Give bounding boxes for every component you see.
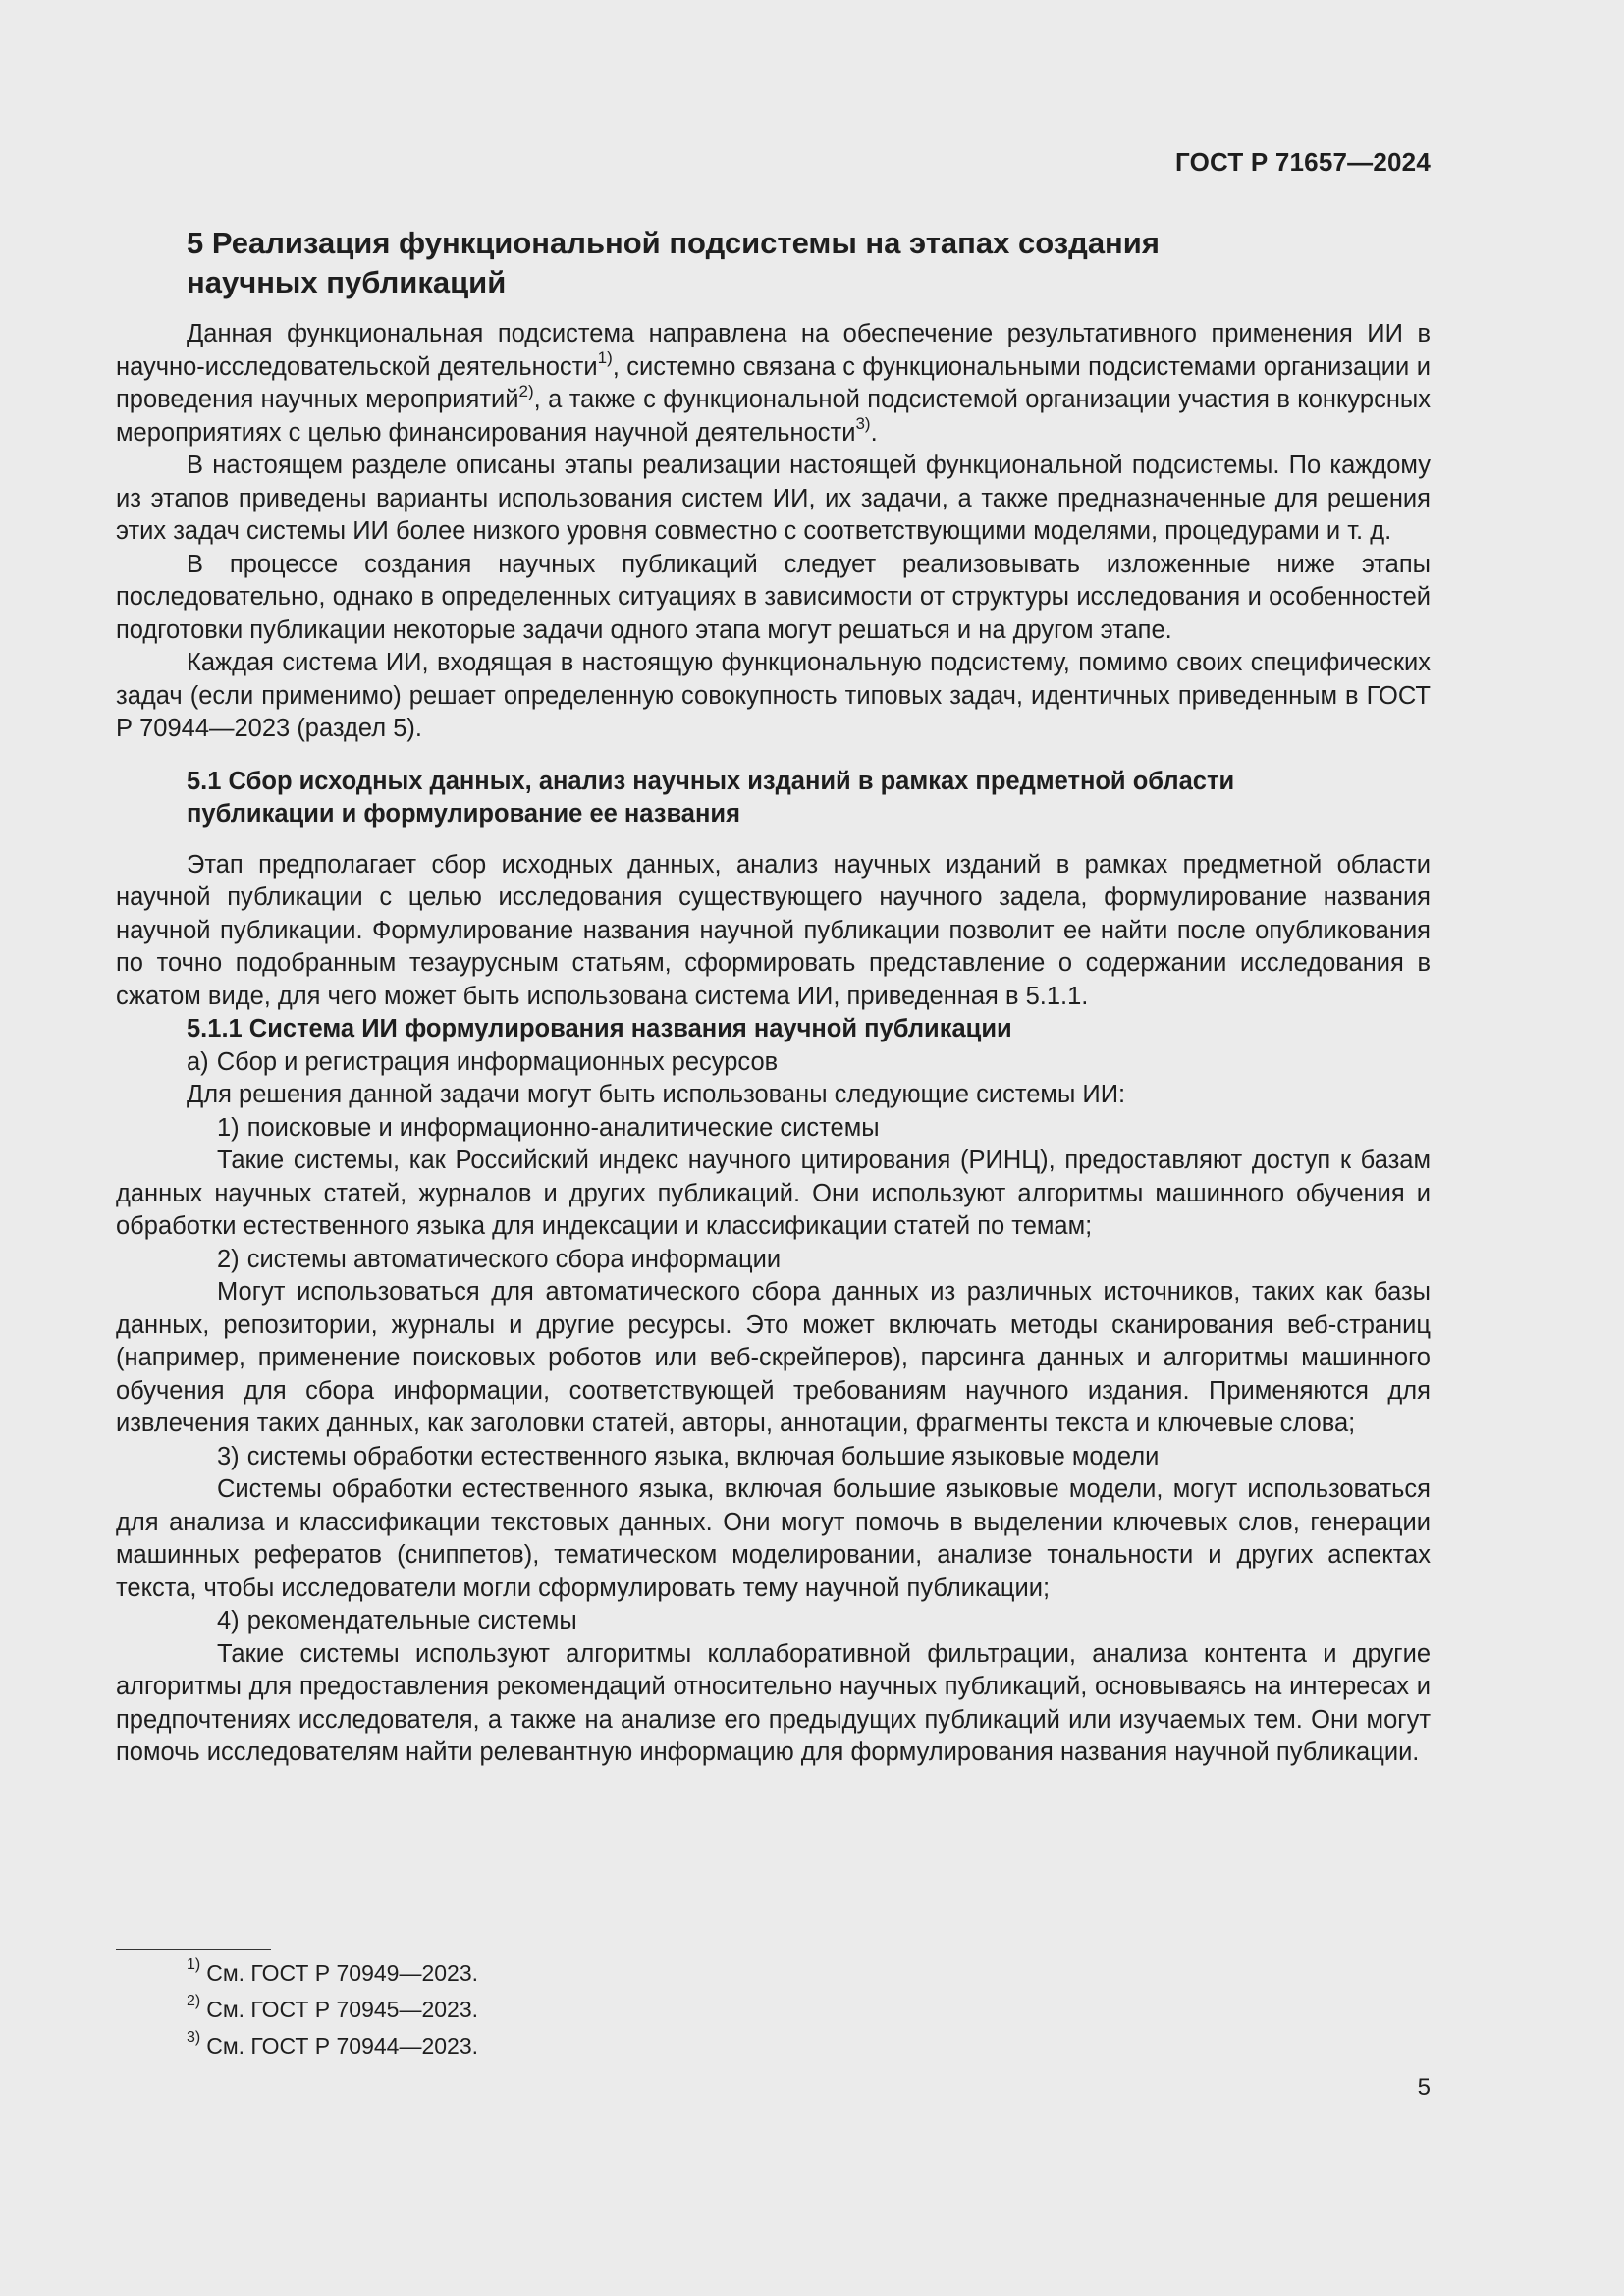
section-5-1-paragraph: Этап предполагает сбор исходных данных, анализ научных изданий в рамках предметной области научной публикации с целью исследования существующего научного задела, формулирование названия научной публикации. Формулирование названия научной публикации позволит ее найти после опубликования по точно подобранным тезаурусным статьям, сформировать представление о содержании исследования в сжатом виде, для чего может быть использована система ИИ, приведенная в 5.1.1. — [116, 850, 1431, 1010]
paragraph-text: Данная функциональная подсистема направлена на обеспечение результативного применения ИИ в научно-исследовательской деятельности — [116, 320, 1431, 381]
list-item-text: рекомендательные системы — [246, 1607, 577, 1634]
section-5-1-heading-line1: 5.1 Сбор исходных данных, анализ научных изданий в рамках предметной области — [187, 767, 1235, 795]
page-number: 5 — [1417, 2074, 1431, 2101]
list-marker: 3) — [217, 1442, 240, 1470]
list-item-3-title — [116, 1441, 1431, 1474]
footnote-ref-2[interactable]: 2) — [518, 381, 534, 400]
footnote-ref-3[interactable]: 3) — [855, 414, 871, 433]
footnote-1 — [187, 1955, 478, 1992]
document-id-header: ГОСТ Р 71657—2024 — [1175, 147, 1431, 177]
footnote-3 — [187, 2028, 478, 2064]
section-5-heading-line2: научных публикаций — [187, 265, 507, 299]
section-5-1-1-heading: 5.1.1 Система ИИ формулирования названия научной публикации — [187, 1015, 1012, 1042]
footnote-2 — [187, 1992, 478, 2028]
list-item-4-description: Такие системы используют алгоритмы коллаборативной фильтрации, анализа контента и другие алгоритмы для предоставления рекомендаций относительно научных публикаций, основываясь на интересах и предпочтениях исследователя, а также на анализе его предыдущих публикаций или изучаемых тем. Они могут помочь исследователям найти релевантную информацию для формулирования названия научной публикации. — [116, 1639, 1431, 1766]
list-marker: 1) — [217, 1113, 240, 1142]
footnote-mark: 3) — [187, 2029, 201, 2047]
list-item-text: системы обработки естественного языка, включая большие языковые модели — [246, 1442, 1160, 1470]
footnote-separator — [116, 1949, 271, 1950]
list-item-2-title — [116, 1244, 1431, 1277]
section-5-paragraph-2: В настоящем разделе описаны этапы реализации настоящей функциональной подсистемы. По каждому из этапов приведены варианты использования систем ИИ, их задачи, а также предназначенные для решения этих задач системы ИИ более низкого уровня совместно с соответствующими моделями, процедурами и т. д. — [116, 452, 1431, 545]
list-item-3-description: Системы обработки естественного языка, включая большие языковые модели, могут использоваться для анализа и классификации текстовых данных. Они могут помочь в выделении ключевых слов, генерации машинных рефератов (сниппетов), тематическом моделировании, анализе тональности и других аспектах текста, чтобы исследователи могли сформулировать тему научной публикации; — [116, 1475, 1431, 1602]
footnote-text: См. ГОСТ Р 70949—2023. — [206, 1960, 479, 1986]
section-5-1-heading — [116, 766, 1431, 831]
list-item-1-description: Такие системы, как Российский индекс научного цитирования (РИНЦ), предоставляют доступ к базам данных научных статей, журналов и других публикаций. Они используют алгоритмы машинного обучения и обработки естественного языка для индексации и классификации статей по темам; — [116, 1147, 1431, 1240]
paragraph-text: , а также с функциональной подсистемой организации участия в конкурсных мероприятиях с целью финансирования научной деятельности — [116, 386, 1431, 447]
footnotes — [187, 1955, 478, 2064]
list-item-2-description: Могут использоваться для автоматического сбора данных из различных источников, таких как базы данных, репозитории, журналы и другие ресурсы. Это может включать методы сканирования веб-страниц (например, применение поисковых роботов или веб-скрейперов), парсинга данных и алгоритмы машинного обучения для сбора информации, соответствующей требованиям научного издания. Применяются для извлечения таких данных, как заголовки статей, авторы, аннотации, фрагменты текста и ключевые слова; — [116, 1278, 1431, 1437]
list-marker: 2) — [217, 1245, 240, 1273]
list-item-1-title — [116, 1112, 1431, 1146]
footnote-mark: 2) — [187, 1993, 201, 2010]
footnote-ref-1[interactable]: 1) — [597, 348, 613, 367]
paragraph-text: . — [870, 418, 878, 447]
list-item-4-title — [116, 1605, 1431, 1638]
section-5-paragraph-3: В процессе создания научных публикаций следует реализовывать изложенные ниже этапы последовательно, однако в определенных ситуациях в зависимости от структуры исследования и особенностей подготовки публикации некоторые задачи одного этапа могут решаться и на другом этапе. — [116, 550, 1431, 644]
section-5-1-heading-line2: публикации и формулирование ее названия — [187, 800, 740, 828]
section-5-heading — [116, 224, 1431, 302]
list-item-text: системы автоматического сбора информации — [246, 1245, 782, 1273]
list-item-text: поисковые и информационно-аналитические системы — [246, 1113, 880, 1142]
systems-intro: Для решения данной задачи могут быть использованы следующие системы ИИ: — [187, 1081, 1126, 1108]
section-5-paragraph-1 — [116, 318, 1431, 450]
list-marker: а) — [187, 1047, 209, 1076]
section-5-paragraph-4: Каждая система ИИ, входящая в настоящую функциональную подсистему, помимо своих специфических задач (если применимо) решает определенную совокупность типовых задач, идентичных приведенным в ГОСТ Р 70944—2023 (раздел 5). — [116, 649, 1431, 742]
footnote-text: См. ГОСТ Р 70945—2023. — [206, 1997, 479, 2022]
footnote-text: См. ГОСТ Р 70944—2023. — [206, 2033, 479, 2058]
list-marker: 4) — [217, 1607, 240, 1634]
section-5-heading-line1: 5 Реализация функциональной подсистемы на этапах создания — [187, 226, 1160, 260]
page-content — [116, 224, 1431, 1770]
footnote-mark: 1) — [187, 1956, 201, 1974]
paragraph-text: , системно связана с функциональными подсистемами организации и проведения научных мероприятий — [116, 352, 1431, 413]
list-item-a — [116, 1046, 1431, 1080]
list-item-text: Сбор и регистрация информационных ресурсов — [216, 1047, 779, 1076]
